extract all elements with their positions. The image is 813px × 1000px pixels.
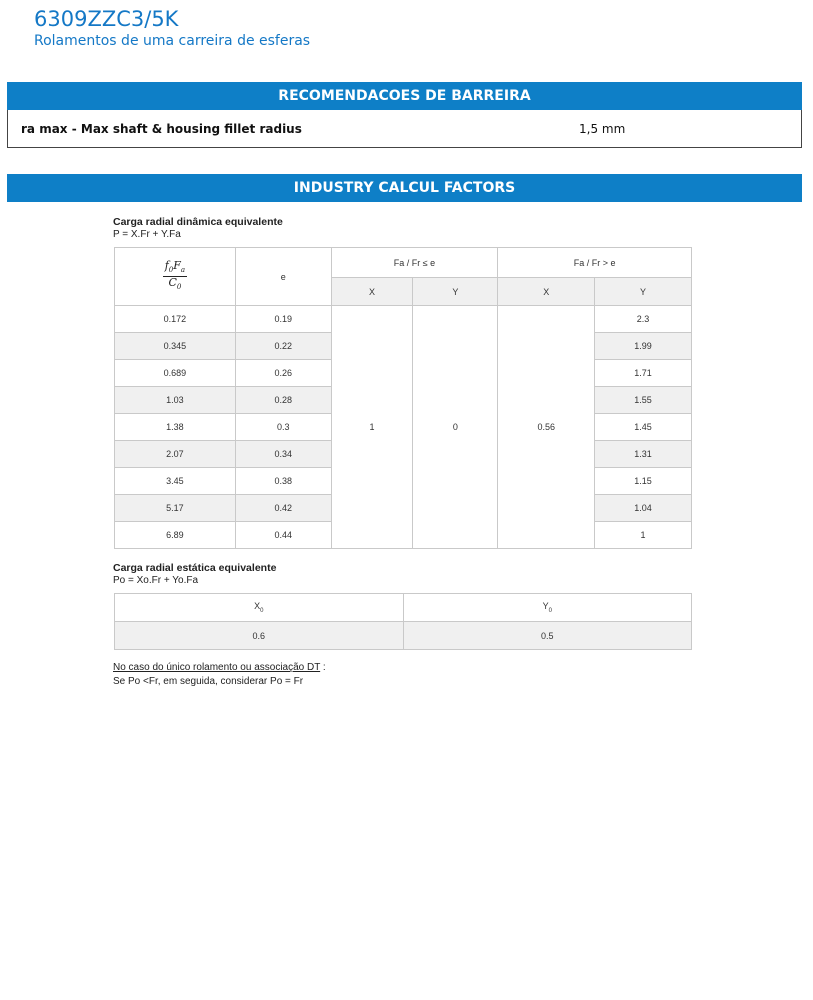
recommendation-label: ra max - Max shaft & housing fillet radius	[21, 122, 302, 136]
section-header-calc-factors: INDUSTRY CALCUL FACTORS	[7, 174, 802, 202]
y-subheader: Y	[413, 278, 498, 306]
ratio-cell: 1.38	[115, 414, 236, 441]
e-cell: 0.22	[235, 333, 331, 360]
ratio-cell: 5.17	[115, 495, 236, 522]
x2-cell: 0.56	[498, 306, 595, 549]
e-cell: 0.3	[235, 414, 331, 441]
note-colon: :	[320, 662, 326, 673]
dynamic-load-title: Carga radial dinâmica equivalente	[113, 216, 283, 228]
product-subtitle: Rolamentos de uma carreira de esferas	[34, 33, 311, 49]
x-subheader: X	[498, 278, 595, 306]
y1-cell: 0	[413, 306, 498, 549]
recommendation-row	[7, 110, 802, 148]
note-heading: No caso do único rolamento ou associação DT	[113, 662, 321, 673]
single-bearing-note	[113, 661, 326, 689]
y2-cell: 1.71	[595, 360, 692, 387]
ratio-cell: 0.172	[115, 306, 236, 333]
y2-cell: 1.04	[595, 495, 692, 522]
product-header	[34, 6, 310, 50]
ratio-formula: $\frac{f_0F_a}{C_0}$	[164, 258, 186, 292]
y2-cell: 2.3	[595, 306, 692, 333]
product-code: 6309ZZC3/5K	[34, 7, 179, 31]
x0-header: $X_0$	[115, 594, 404, 622]
e-cell: 0.42	[235, 495, 331, 522]
ratio-cell: 2.07	[115, 441, 236, 468]
group-gt-header: Fa / Fr > e	[498, 248, 692, 278]
section-header-recommendations: RECOMENDACOES DE BARREIRA	[7, 82, 802, 110]
y2-cell: 1.55	[595, 387, 692, 414]
x0-value: 0.6	[115, 622, 404, 650]
e-header: e	[235, 248, 331, 306]
dynamic-factors-table	[114, 247, 692, 549]
e-cell: 0.44	[235, 522, 331, 549]
y0-header: $Y_0$	[403, 594, 692, 622]
e-cell: 0.28	[235, 387, 331, 414]
ratio-header	[115, 248, 236, 306]
e-cell: 0.34	[235, 441, 331, 468]
y2-cell: 1.99	[595, 333, 692, 360]
y2-cell: 1.15	[595, 468, 692, 495]
calc-factors-figure	[113, 216, 693, 687]
ratio-cell: 3.45	[115, 468, 236, 495]
ratio-cell: 6.89	[115, 522, 236, 549]
x1-cell: 1	[331, 306, 413, 549]
static-load-formula: Po = Xo.Fr + Yo.Fa	[113, 575, 199, 586]
recommendation-value: 1,5 mm	[579, 122, 626, 136]
x-subheader: X	[331, 278, 413, 306]
y2-cell: 1.45	[595, 414, 692, 441]
ratio-cell: 0.689	[115, 360, 236, 387]
dynamic-load-formula: P = X.Fr + Y.Fa	[113, 229, 181, 240]
ratio-cell: 0.345	[115, 333, 236, 360]
e-cell: 0.38	[235, 468, 331, 495]
static-load-title: Carga radial estática equivalente	[113, 562, 277, 574]
static-load-block	[113, 562, 276, 587]
y2-cell: 1	[595, 522, 692, 549]
y2-cell: 1.31	[595, 441, 692, 468]
e-cell: 0.26	[235, 360, 331, 387]
e-cell: 0.19	[235, 306, 331, 333]
note-text: Se Po <Fr, em seguida, considerar Po = Fr	[113, 676, 304, 687]
y0-value: 0.5	[403, 622, 692, 650]
ratio-cell: 1.03	[115, 387, 236, 414]
static-factors-table	[114, 593, 692, 650]
y-subheader: Y	[595, 278, 692, 306]
group-le-header: Fa / Fr ≤ e	[331, 248, 498, 278]
